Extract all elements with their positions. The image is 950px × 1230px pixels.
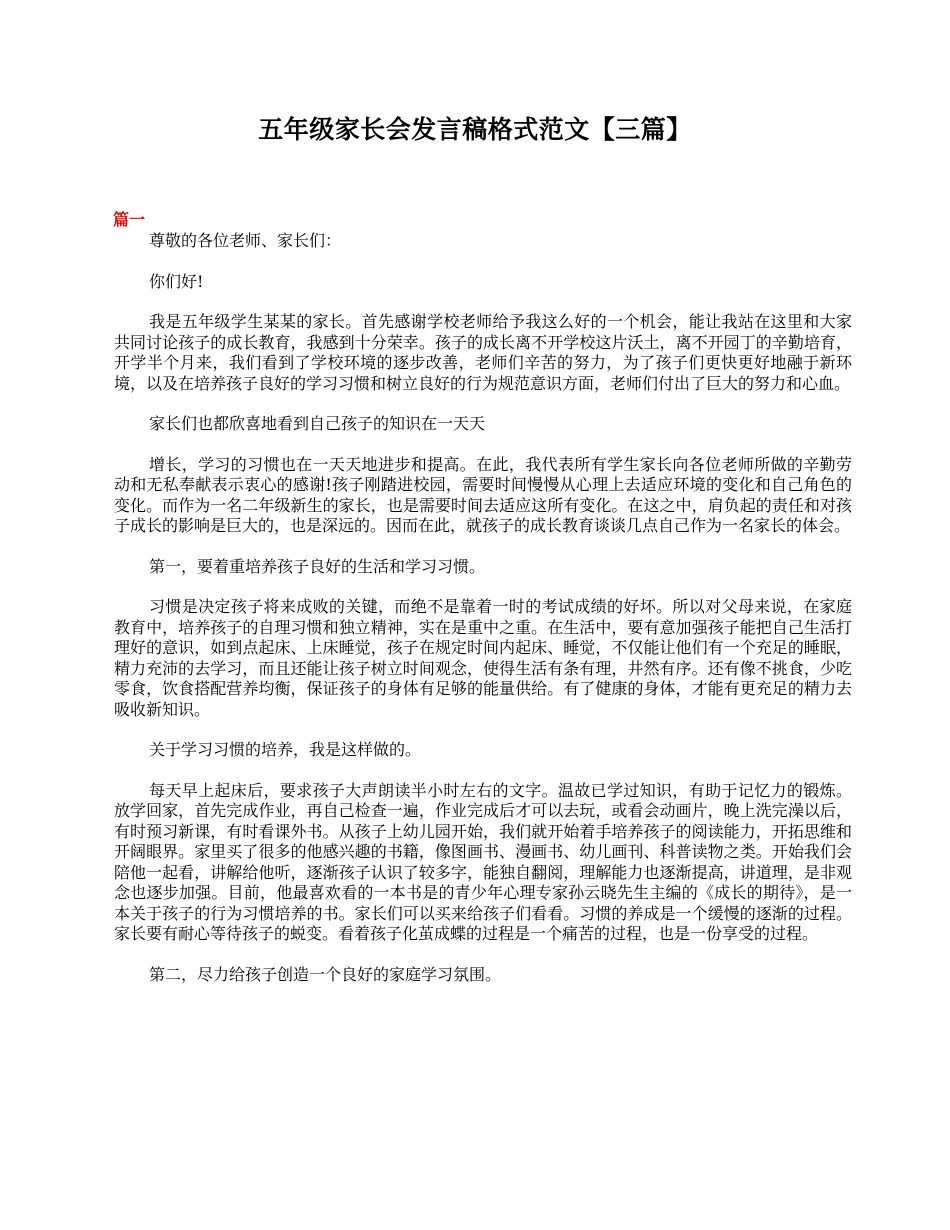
- document-title: 五年级家长会发言稿格式范文【三篇】: [258, 115, 692, 144]
- section-label: 篇一: [113, 210, 146, 229]
- body-paragraph: 我是五年级学生某某的家长。首先感谢学校老师给予我这么好的一个机会，能让我站在这里和大家共同讨论孩子的成长教育，我感到十分荣幸。孩子的成长离不开学校这片沃土，离不开园丁的辛勤培育，开学半个月来，我们看到了学校环境的逐步改善，老师们辛苦的努力，为了孩子们更快更好地融于新环境，以及在培养孩子良好的学习习惯和树立良好的行为规范意识方面，老师们付出了巨大的努力和心血。: [114, 312, 852, 393]
- salutation-paragraph: 尊敬的各位老师、家长们：: [149, 231, 342, 250]
- body-paragraph: 每天早上起床后，要求孩子大声朗读半小时左右的文字。温故已学过知识，有助于记忆力的锻炼。放学回家，首先完成作业，再自己检查一遍，作业完成后才可以去玩，或看会动画片，晚上洗完澡以后，有时预习新课，有时看课外书。从孩子上幼儿园开始，我们就开始着手培养孩子的阅读能力，开拓思维和开阔眼界。家里买了很多的他感兴趣的书籍，像图画书、漫画书、幼儿画刊、科普读物之类。开始我们会陪他一起看，讲解给他听，逐渐孩子认识了较多字，能独自翻阅，理解能力也逐渐提高，讲道理，是非观念也逐步加强。目前，他最喜欢看的一本书是的青少年心理专家孙云晓先生主编的《成长的期待》，是一本关于孩子的行为习惯培养的书。家长们可以买来给孩子们看看。习惯的养成是一个缓慢的逐渐的过程。家长要有耐心等待孩子的蜕变。看着孩子化茧成蝶的过程是一个痛苦的过程，也是一份享受的过程。: [114, 780, 852, 943]
- body-paragraph: 增长，学习的习惯也在一天天地进步和提高。在此，我代表所有学生家长向各位老师所做的辛勤劳动和无私奉献表示衷心的感谢!孩子刚踏进校园，需要时间慢慢从心理上去适应环境的变化和自己角色的变化。而作为一名二年级新生的家长，也是需要时间去适应这所有变化。在这之中，肩负起的责任和对孩子成长的影响是巨大的，也是深远的。因而在此，就孩子的成长教育谈谈几点自己作为一名家长的体会。: [114, 454, 852, 535]
- body-paragraph: 习惯是决定孩子将来成败的关键，而绝不是靠着一时的考试成绩的好坏。所以对父母来说，在家庭教育中，培养孩子的自理习惯和独立精神，实在是重中之重。在生活中，要有意加强孩子能把自己生活打理好的意识，如到点起床、上床睡觉，孩子在规定时间内起床、睡觉，不仅能让他们有一个充足的睡眠，精力充沛的去学习，而且还能让孩子树立时间观念，使得生活有条有理，井然有序。还有像不挑食，少吃零食，饮食搭配营养均衡，保证孩子的身体有足够的能量供给。有了健康的身体，才能有更充足的精力去吸收新知识。: [114, 597, 852, 719]
- greeting-paragraph: 你们好!: [149, 271, 204, 291]
- point-heading-paragraph: 第一，要着重培养孩子良好的生活和学习习惯。: [149, 556, 486, 576]
- body-paragraph: 家长们也都欣喜地看到自己孩子的知识在一天天: [149, 414, 486, 433]
- document-body: [114, 231, 852, 1005]
- point-heading-paragraph: 第二，尽力给孩子创造一个良好的家庭学习氛围。: [149, 964, 502, 984]
- body-paragraph: 关于学习习惯的培养，我是这样做的。: [149, 740, 422, 759]
